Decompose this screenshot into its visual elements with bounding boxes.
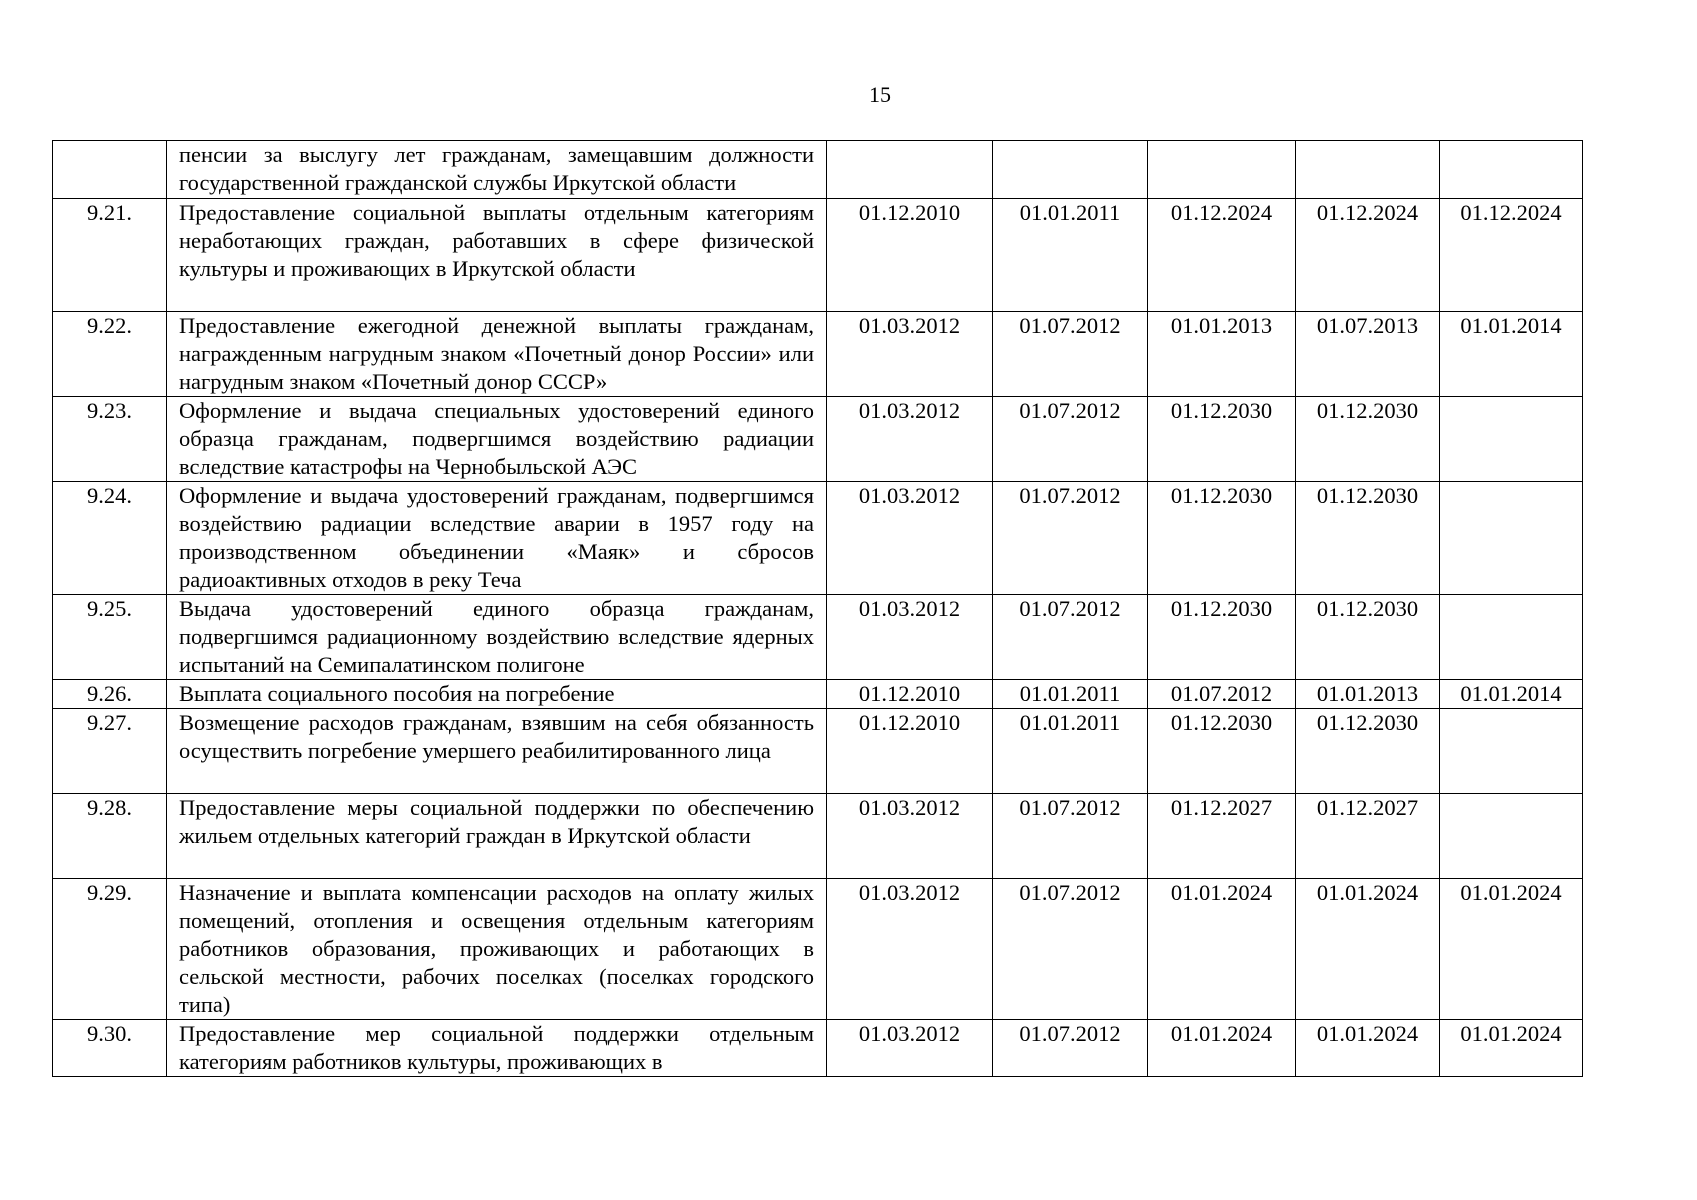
table-row <box>53 1020 1583 1077</box>
page-number: 15 <box>869 82 891 107</box>
row-date-5 <box>1440 397 1583 482</box>
row-date-1: 01.12.2010 <box>827 199 993 312</box>
row-date-5: 01.01.2024 <box>1440 879 1583 1020</box>
row-date-3: 01.01.2024 <box>1148 879 1296 1020</box>
row-number: 9.24. <box>53 482 167 595</box>
row-date-4: 01.12.2024 <box>1296 199 1440 312</box>
row-date-3: 01.12.2027 <box>1148 794 1296 879</box>
table-row <box>53 397 1583 482</box>
table-row <box>53 141 1583 199</box>
row-description: Выдача удостоверений единого образца гражданам, подвергшимся радиационному воздействию вследствие ядерных испытаний на Семипалатинском полигоне <box>167 595 827 680</box>
row-date-2: 01.01.2011 <box>993 709 1148 794</box>
row-date-5 <box>1440 595 1583 680</box>
row-date-2: 01.01.2011 <box>993 680 1148 709</box>
table-row <box>53 312 1583 397</box>
row-date-4: 01.12.2030 <box>1296 709 1440 794</box>
row-date-1: 01.03.2012 <box>827 879 993 1020</box>
row-date-2: 01.07.2012 <box>993 397 1148 482</box>
table-row <box>53 680 1583 709</box>
row-number <box>53 141 167 199</box>
row-description: Назначение и выплата компенсации расходов на оплату жилых помещений, отопления и освещения отдельным категориям работников образования, проживающих и работающих в сельской местности, рабочих поселках (поселках городского типа) <box>167 879 827 1020</box>
row-date-4: 01.12.2030 <box>1296 397 1440 482</box>
row-date-4: 01.01.2013 <box>1296 680 1440 709</box>
row-date-4: 01.01.2024 <box>1296 879 1440 1020</box>
table-row <box>53 199 1583 312</box>
row-date-3: 01.12.2030 <box>1148 595 1296 680</box>
row-date-2: 01.07.2012 <box>993 312 1148 397</box>
row-date-4: 01.12.2030 <box>1296 482 1440 595</box>
table-row <box>53 595 1583 680</box>
row-date-5 <box>1440 794 1583 879</box>
table-row <box>53 879 1583 1020</box>
row-date-1: 01.03.2012 <box>827 482 993 595</box>
row-date-2: 01.07.2012 <box>993 595 1148 680</box>
row-date-5 <box>1440 709 1583 794</box>
row-date-5: 01.12.2024 <box>1440 199 1583 312</box>
row-date-1: 01.03.2012 <box>827 397 993 482</box>
row-description: Предоставление ежегодной денежной выплаты гражданам, награжденным нагрудным знаком «Почетный донор России» или нагрудным знаком «Почетный донор СССР» <box>167 312 827 397</box>
row-date-5 <box>1440 482 1583 595</box>
row-description: Предоставление социальной выплаты отдельным категориям неработающих граждан, работавших в сфере физической культуры и проживающих в Иркутской области <box>167 199 827 312</box>
row-date-5 <box>1440 141 1583 199</box>
table-row <box>53 482 1583 595</box>
row-description: пенсии за выслугу лет гражданам, замещавшим должности государственной гражданской службы Иркутской области <box>167 141 827 199</box>
row-number: 9.25. <box>53 595 167 680</box>
row-number: 9.28. <box>53 794 167 879</box>
services-table <box>52 140 1583 1077</box>
row-number: 9.22. <box>53 312 167 397</box>
row-date-4: 01.12.2030 <box>1296 595 1440 680</box>
row-date-1: 01.03.2012 <box>827 595 993 680</box>
row-date-1 <box>827 141 993 199</box>
row-description: Оформление и выдача специальных удостоверений единого образца гражданам, подвергшимся воздействию радиации вследствие катастрофы на Чернобыльской АЭС <box>167 397 827 482</box>
row-date-2: 01.07.2012 <box>993 794 1148 879</box>
row-date-3: 01.12.2024 <box>1148 199 1296 312</box>
row-date-1: 01.03.2012 <box>827 794 993 879</box>
row-date-3 <box>1148 141 1296 199</box>
row-date-3: 01.07.2012 <box>1148 680 1296 709</box>
row-number: 9.27. <box>53 709 167 794</box>
row-number: 9.23. <box>53 397 167 482</box>
row-date-2: 01.07.2012 <box>993 482 1148 595</box>
row-number: 9.30. <box>53 1020 167 1077</box>
table-row <box>53 794 1583 879</box>
row-date-3: 01.12.2030 <box>1148 397 1296 482</box>
row-description: Выплата социального пособия на погребение <box>167 680 827 709</box>
row-date-3: 01.12.2030 <box>1148 709 1296 794</box>
row-date-4: 01.07.2013 <box>1296 312 1440 397</box>
row-date-2: 01.07.2012 <box>993 1020 1148 1077</box>
row-date-3: 01.12.2030 <box>1148 482 1296 595</box>
row-date-5: 01.01.2024 <box>1440 1020 1583 1077</box>
row-description: Предоставление мер социальной поддержки отдельным категориям работников культуры, проживающих в <box>167 1020 827 1077</box>
row-number: 9.29. <box>53 879 167 1020</box>
row-date-3: 01.01.2013 <box>1148 312 1296 397</box>
table-row <box>53 709 1583 794</box>
row-date-4: 01.12.2027 <box>1296 794 1440 879</box>
row-date-5: 01.01.2014 <box>1440 312 1583 397</box>
row-date-3: 01.01.2024 <box>1148 1020 1296 1077</box>
row-date-4 <box>1296 141 1440 199</box>
row-date-1: 01.12.2010 <box>827 680 993 709</box>
row-date-1: 01.03.2012 <box>827 312 993 397</box>
row-date-2 <box>993 141 1148 199</box>
row-date-2: 01.07.2012 <box>993 879 1148 1020</box>
row-date-5: 01.01.2014 <box>1440 680 1583 709</box>
row-description: Предоставление меры социальной поддержки по обеспечению жильем отдельных категорий граждан в Иркутской области <box>167 794 827 879</box>
row-description: Возмещение расходов гражданам, взявшим на себя обязанность осуществить погребение умершего реабилитированного лица <box>167 709 827 794</box>
row-date-1: 01.12.2010 <box>827 709 993 794</box>
row-date-2: 01.01.2011 <box>993 199 1148 312</box>
row-number: 9.26. <box>53 680 167 709</box>
row-number: 9.21. <box>53 199 167 312</box>
row-date-1: 01.03.2012 <box>827 1020 993 1077</box>
row-date-4: 01.01.2024 <box>1296 1020 1440 1077</box>
row-description: Оформление и выдача удостоверений гражданам, подвергшимся воздействию радиации вследствие аварии в 1957 году на производственном объединении «Маяк» и сбросов радиоактивных отходов в реку Теча <box>167 482 827 595</box>
